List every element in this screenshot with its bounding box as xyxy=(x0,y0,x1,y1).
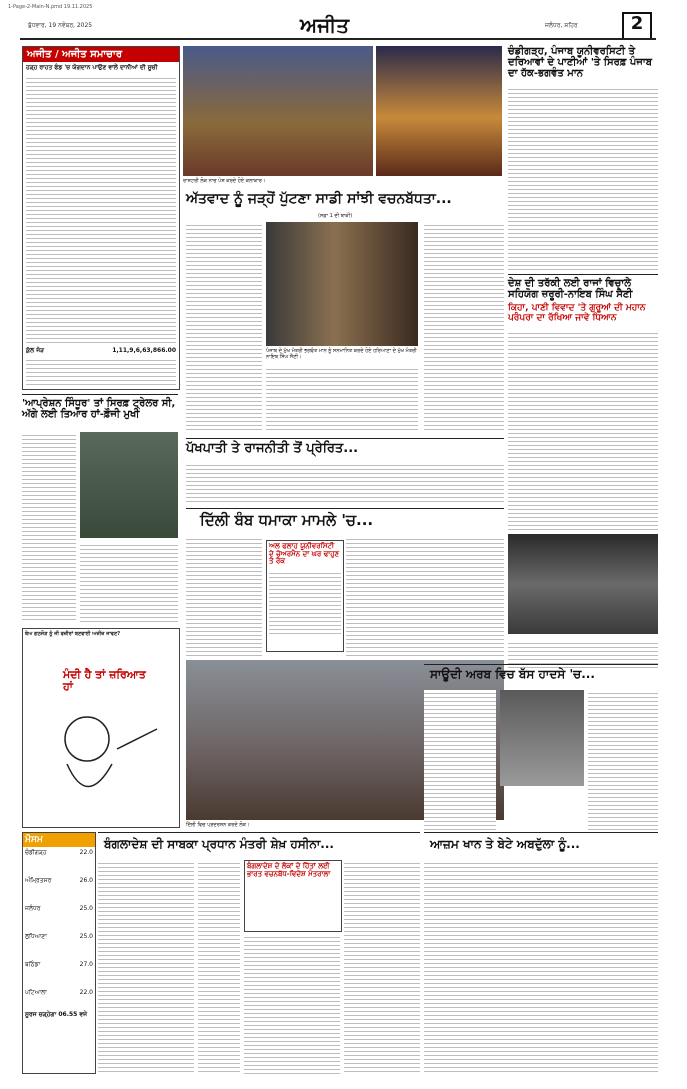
rule-s2 xyxy=(186,438,504,439)
s3-sidebar-body xyxy=(269,570,341,636)
folk-dance-photo-1 xyxy=(183,46,373,176)
army-story-col xyxy=(22,432,76,622)
weather-city-2: ਜਲੰਧਰ xyxy=(25,905,41,912)
header-rule xyxy=(20,38,656,40)
headline-mann: ਚੰਡੀਗੜ੍ਹ, ਪੰਜਾਬ ਯੂਨੀਵਰਸਿਟੀ ਤੇ ਦਰਿਆਵਾਂ ਦੇ ਪਾਣੀਆਂ 'ਤੇ ਸਿਰਫ਼ ਪੰਜਾਬ ਦਾ ਹੱਕ-ਭਗਵੰਤ ਮਾਨ xyxy=(508,46,652,79)
story-mann-body xyxy=(508,86,658,271)
headline-azam: ਆਜ਼ਮ ਖਾਨ ਤੇ ਬੇਟੇ ਅਬਦੁੱਲਾ ਨੂੰ... xyxy=(430,837,580,851)
cartoon-caption: ਬੇਅ ਗਠਜੋੜ ਨੂੰ ਜੀ ਵਜ਼ੀਰਾਂ ਬਣਵਾਈ ਅਜ਼ੀਜ਼ ਜਾਵਣ? xyxy=(25,631,121,637)
rule-left-op xyxy=(22,394,178,395)
s5-sidebar xyxy=(244,860,342,932)
folk-dance-photo-2 xyxy=(376,46,502,176)
headline-saudi: ਸਾਊਦੀ ਅਰਬ ਵਿਚ ਬੱਸ ਹਾਦਸੇ 'ਚ... xyxy=(430,667,595,681)
rule-r2 xyxy=(508,274,658,275)
headline-army-chief: 'ਆਪ੍ਰੇਸ਼ਨ ਸਿੰਧੂਰ' ਤਾਂ ਸਿਰਫ਼ ਟ੍ਰੇਲਰ ਸੀ, ਅੱਗੇ ਲਈ ਤਿਆਰ ਹਾਂ-ਫ਼ੌਜੀ ਮੁਖੀ xyxy=(22,398,176,420)
weather-city-1: ਅੰਮ੍ਰਿਤਸਰ xyxy=(25,877,52,884)
crowd-caption-right xyxy=(508,640,658,670)
s6-body xyxy=(424,860,658,1074)
cartoon-box xyxy=(22,628,180,828)
total-value: 1,11,9,6,63,866.00 xyxy=(112,347,176,354)
issue-date: ਬੁੱਧਵਾਰ, 19 ਨਵੰਬਰ, 2025 xyxy=(28,22,93,29)
headline-partisan: ਪੱਖਪਾਤੀ ਤੇ ਰਾਜਨੀਤੀ ਤੋਂ ਪ੍ਰੇਰਿਤ... xyxy=(186,441,359,456)
headline-saini: ਦੇਸ਼ ਦੀ ਤਰੱਕੀ ਲਈ ਰਾਜਾਂ ਵਿਚਾਲੇ ਸਹਿਯੋਗ ਜ਼ਰੂਰੀ-ਨਾਇਬ ਸਿੰਘ ਸੈਣੀ xyxy=(508,278,633,300)
rule-s3 xyxy=(186,508,504,509)
s1-col2 xyxy=(266,366,418,432)
rule-s6 xyxy=(424,832,658,833)
s5-col4 xyxy=(344,860,420,1074)
donation-box xyxy=(22,46,180,390)
weather-footer: ਸੂਰਜ ਚੜ੍ਹੇਗਾ 06.55 ਵਜੇ xyxy=(25,1011,88,1018)
weather-city-5: ਪਟਿਆਲਾ xyxy=(25,989,47,996)
cm-honour-photo xyxy=(266,222,418,346)
page-number: 2 xyxy=(622,12,652,40)
s4-col3 xyxy=(588,690,658,830)
cartoon-figure xyxy=(27,709,177,819)
s5-sidebar-title: ਬੰਗਲਾਦੇਸ਼ ਦੇ ਲੋਕਾਂ ਦੇ ਹਿੱਤਾਂ ਲਈ ਭਾਰਤ ਵਚਨਬੱਧ-ਵਿਦੇਸ਼ ਮੰਤਰਾਲਾ xyxy=(247,862,331,878)
weather-temp-1: 26.0 xyxy=(79,877,93,884)
army-chief-photo xyxy=(80,432,178,538)
s3-col3 xyxy=(346,536,504,656)
donation-subtitle: ਹੜ੍ਹ ਰਾਹਤ ਫੰਡ 'ਚ ਯੋਗਦਾਨ ਪਾਉਣ ਵਾਲੇ ਦਾਨੀਆਂ ਦੀ ਸੂਚੀ xyxy=(26,64,158,71)
cm-honour-caption: ਪੰਜਾਬ ਦੇ ਮੁੱਖ ਮੰਤਰੀ ਭਗਵੰਤ ਮਾਨ ਨੂੰ ਸਨਮਾਨਿਤ ਕਰਦੇ ਹੋਏ ਹਰਿਆਣਾ ਦੇ ਮੁੱਖ ਮੰਤਰੀ ਨਾਇਬ ਸਿੰਘ ਸੈਣੀ। xyxy=(266,348,417,360)
photos-caption: ਰਾਸ਼ਟਰੀ ਲੋਕ ਨਾਚ ਪੇਸ਼ ਕਰਦੇ ਹੋਏ ਕਲਾਕਾਰ। xyxy=(183,178,266,184)
army-story-col2 xyxy=(80,542,178,622)
weather-temp-4: 27.0 xyxy=(79,961,93,968)
weather-temp-3: 25.0 xyxy=(79,933,93,940)
weather-temp-2: 25.0 xyxy=(79,905,93,912)
s3-sidebar xyxy=(266,540,344,652)
rule-s5 xyxy=(98,832,420,833)
s5-col3 xyxy=(244,934,340,1074)
weather-city-0: ਚੰਡੀਗੜ੍ਹ xyxy=(25,849,47,856)
weather-temp-5: 22.0 xyxy=(79,989,93,996)
weather-box xyxy=(22,832,96,1074)
subheadline-saini: ਕਿਹਾ, ਪਾਣੀ ਵਿਵਾਦ 'ਤੇ ਗੁਰੂਆਂ ਦੀ ਮਹਾਨ ਪਰੰਪਰਾ ਦਾ ਰੱਖਿਆ ਜਾਵੇ ਧਿਆਨ xyxy=(508,303,646,323)
weather-title: ਮੌਸਮ xyxy=(23,833,95,847)
saudi-photo xyxy=(500,690,584,786)
headline-terrorism: ਅੱਤਵਾਦ ਨੂੰ ਜੜ੍ਹੋਂ ਪੁੱਟਣਾ ਸਾਡੀ ਸਾਂਝੀ ਵਚਨਬੱਧਤਾ... xyxy=(186,191,452,207)
headline-hasina: ਬੰਗਲਾਦੇਸ਼ ਦੀ ਸਾਬਕਾ ਪ੍ਰਧਾਨ ਮੰਤਰੀ ਸ਼ੇਖ਼ ਹਸੀਨਾ... xyxy=(104,837,334,851)
jaari-1: (ਸਫ਼ਾ 1 ਦੀ ਬਾਕੀ) xyxy=(318,213,353,219)
weather-city-3: ਲੁਧਿਆਣਾ xyxy=(25,933,47,940)
weather-city-4: ਬਠਿੰਡਾ xyxy=(25,961,41,968)
s1-col1 xyxy=(186,222,262,432)
s3-sidebar-title: ਅਲ ਫਲਾਹ ਯੂਨੀਵਰਸਿਟੀ ਦੇ ਚੇਅਰਮੈਨ ਦਾ ਘਰ ਢਾਹੁਣ ਤੇ ਰੋਕ xyxy=(269,542,340,566)
donation-title: ਅਜੀਤ / ਅਜੀਤ ਸਮਾਚਾਰ xyxy=(23,47,179,62)
masthead: ਅਜੀਤ xyxy=(300,13,350,37)
s5-col2 xyxy=(198,860,240,1074)
donation-notes xyxy=(26,357,176,387)
city-label: ਜਲੰਧਰ, ਸ਼ਹਿਰ xyxy=(545,22,578,29)
crowd-photo-right xyxy=(508,534,658,634)
s5-col1 xyxy=(98,860,194,1074)
donation-list xyxy=(26,75,176,345)
s4-col1 xyxy=(424,690,496,830)
headline-delhi-blast: ਦਿੱਲੀ ਬੰਬ ਧਮਾਕਾ ਮਾਮਲੇ 'ਚ... xyxy=(200,511,374,529)
total-label: ਕੁੱਲ ਜੋੜ xyxy=(26,347,45,354)
s1-col3 xyxy=(424,222,504,432)
s2-body xyxy=(186,462,504,504)
print-strip: 1-Page-2-Main-N.pmd 19.11.2025 xyxy=(8,4,93,10)
rule-s4 xyxy=(424,664,658,665)
weather-temp-0: 22.0 xyxy=(79,849,93,856)
delhi-protest-caption: ਦਿੱਲੀ ਵਿਚ ਪ੍ਰਦਰਸ਼ਨ ਕਰਦੇ ਲੋਕ। xyxy=(186,822,250,828)
s3-col1 xyxy=(186,536,262,656)
story-saini-body xyxy=(508,330,658,530)
cartoon-bubble: ਮੰਦੀ ਹੈ ਤਾਂ ਜ਼ਰਿਆਤ ਹਾਂ xyxy=(63,668,146,694)
